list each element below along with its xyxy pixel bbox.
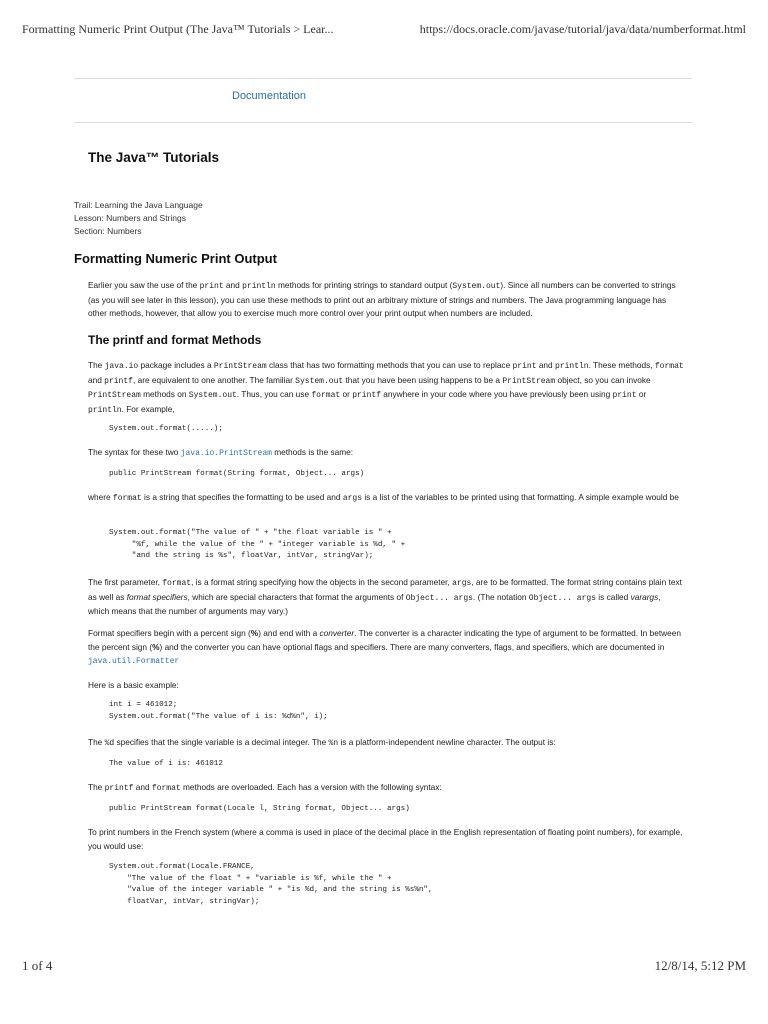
section-label: Section: Numbers <box>74 226 142 236</box>
intro-paragraph: Earlier you saw the use of the print and println methods for printing strings to standard output (System.out). Since all numbers can be converted to strings (as you will see later in this lesson), you can use these methods to print out an arbitrary mixture of strings and numbers. The Java programming language has other methods, however, that allow you to exercise much more control over your print output when numbers are included. <box>88 280 676 318</box>
page-heading: Formatting Numeric Print Output <box>74 251 277 266</box>
printstream-link[interactable]: java.io.PrintStream <box>180 449 272 458</box>
code-block: System.out.format("The value of " + "the float variable is " + "%f, while the value of the " + "integer variable is %d, " + "and the string is %s", floatVar, intVar, stringVar); <box>109 529 406 560</box>
formatter-link[interactable]: java.util.Formatter <box>88 657 180 666</box>
section-heading: The printf and format Methods <box>88 333 262 347</box>
lesson-label: Lesson: Numbers and Strings <box>74 213 186 223</box>
overload-paragraph: The printf and format methods are overloaded. Each has a version with the following syntax: <box>88 782 442 793</box>
code-block: int i = 461012; System.out.format("The value of i is: %d%n", i); <box>109 701 328 721</box>
print-header-title: Formatting Numeric Print Output (The Java™ Tutorials > Lear... <box>22 22 334 36</box>
format-args-paragraph: where format is a string that specifies the formatting to be used and args is a list of the variables to be printed using that formatting. A simple example would be <box>88 492 679 503</box>
code-block: System.out.format(Locale.FRANCE, "The value of the float " + "variable is %f, while the " + "value of the integer variable " + "is %d, and the string is %s%n", floatVar, intVar, stringVar); <box>109 863 433 906</box>
code-block: public PrintStream format(Locale l, String format, Object... args) <box>109 805 410 813</box>
print-footer-datetime: 12/8/14, 5:12 PM <box>654 958 746 973</box>
format-specifiers-paragraph: Format specifiers begin with a percent sign (%) and end with a converter. The converter is a character indicating the type of argument to be formatted. In between the percent sign (%) and the converter you can have optional flags and specifiers. There are many converters, flags, and specifiers, which are documented in java.util.Formatter <box>88 628 681 666</box>
code-block: public PrintStream format(String format, Object... args) <box>109 470 365 478</box>
top-divider <box>74 78 692 79</box>
code-block: The value of i is: 461012 <box>109 760 223 768</box>
syntax-paragraph: The syntax for these two java.io.PrintStream methods is the same: <box>88 447 354 458</box>
print-header-url: https://docs.oracle.com/javase/tutorial/java/data/numberformat.html <box>419 22 746 36</box>
french-system-paragraph: To print numbers in the French system (where a comma is used in place of the decimal place in the English representation of floating point numbers), for example, you would use: <box>88 827 683 851</box>
print-footer-page-number: 1 of 4 <box>22 958 53 973</box>
header-divider <box>74 122 692 123</box>
documentation-link[interactable]: Documentation <box>232 90 306 102</box>
printstream-paragraph: The java.io package includes a PrintStream class that has two formatting methods that you can use to replace print and println. These methods, format and printf, are equivalent to one another. The familiar System.out that you have been using happens to be a PrintStream object, so you can invoke PrintStream methods on System.out. Thus, you can use format or printf anywhere in your code where you have previously been using print or println. For example, <box>88 360 684 415</box>
first-parameter-paragraph: The first parameter, format, is a format string specifying how the objects in the second parameter, args, are to be formatted. The format string contains plain text as well as format specifiers, which are special characters that format the arguments of Object... args. (The notation Object... args is called varargs, which means that the number of arguments may vary.) <box>88 577 682 616</box>
trail-label: Trail: Learning the Java Language <box>74 200 203 210</box>
decimal-specifier-paragraph: The %d specifies that the single variable is a decimal integer. The %n is a platform-independent newline character. The output is: <box>88 737 556 748</box>
code-block: System.out.format(.....); <box>109 425 223 433</box>
basic-example-paragraph: Here is a basic example: <box>88 680 179 690</box>
tutorial-title: The Java™ Tutorials <box>88 150 220 165</box>
